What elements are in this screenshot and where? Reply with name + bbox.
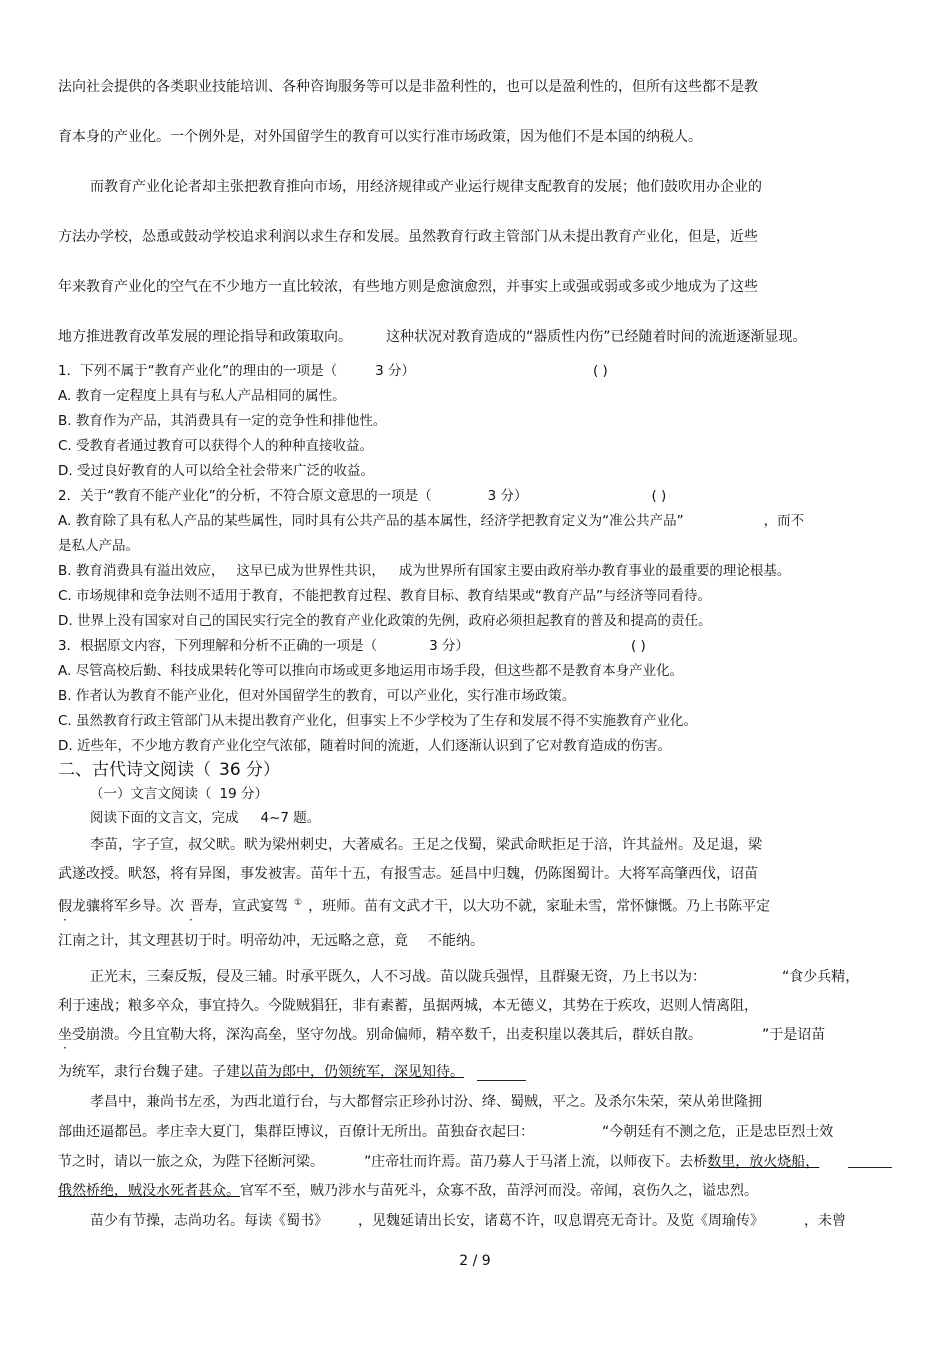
subheading-score: 19 分） [219, 786, 268, 802]
instruction-text: 阅读下面的文言文，完成 [90, 810, 239, 826]
question-2-stem [58, 487, 910, 505]
option-a-cont: 是私人产品。 [58, 538, 139, 554]
question-3-stem [58, 637, 910, 655]
text-segment: 节之时，请以一旅之众，为陛下径断河梁。 [58, 1154, 324, 1170]
option-c: C. 受教育者通过教育可以获得个人的种种直接收益。 [58, 438, 374, 454]
question-1-stem [58, 362, 910, 380]
text-segment: 江南之计，其文理甚切于时。明帝幼冲，无远略之意，竟 [58, 933, 408, 949]
question-score: 3 分） [375, 363, 415, 379]
text-line: 武遂改授。畎怒，将有异图，事发被害。苗年十五，有报雪志。延昌中归魏，仍陈图蜀计。大将军高肇西伐，诏苗 [58, 866, 758, 882]
option-c: C. 虽然教育行政主管部门从未提出教育产业化，但事实上不少学校为了生存和发展不得不实施教育产业化。 [58, 713, 698, 729]
option-text: 这早已成为世界性共识， [236, 563, 385, 579]
question-text: 3．根据原文内容，下列理解和分析不正确的一项是（ [58, 638, 378, 654]
subheading-text: （一）文言文阅读（ [90, 786, 212, 802]
text-segment: ，班师。苗有文武才干，以大功不就，家耻未雪，常怀慷慨。乃上书陈平定 [308, 898, 771, 915]
text-segment: “食少兵精， [782, 969, 860, 985]
option-d: D. 世界上没有国家对自己的国民实行完全的教育产业化政策的先例，政府必须担起教育的普及和提高的责任。 [58, 613, 712, 629]
text-segment: 晋寿，宣武宴驾 [190, 898, 288, 915]
heading-score: 36 分） [219, 760, 281, 780]
footnote-marker: ① [294, 898, 303, 908]
text-line [58, 1063, 910, 1081]
question-text: 2．关于“教育不能产业化”的分析，不符合原文意思的一项是（ [58, 488, 432, 504]
text-line: 育本身的产业化。一个例外是，对外国留学生的教育可以实行准市场政策，因为他们不是本国的纳税人。 [58, 129, 702, 145]
text-segment: 官军不至，贼乃涉水与苗死斗，众寡不敌，苗浮河而没。帝闻，哀伤久之，谥忠烈。 [240, 1183, 758, 1199]
option-a: A. 教育一定程度上具有与私人产品相同的属性。 [58, 388, 346, 404]
section-heading [58, 760, 910, 780]
text-line: 利于速战；粮多卒众，事宜持久。今陇贼猖狂，非有素蓄，虽据两城，本无德义，其势在于疾攻，迟则人情离阻， [58, 998, 758, 1014]
emphasis-char: 假 [58, 898, 72, 915]
text-line [58, 1182, 910, 1200]
answer-paren: ( ) [630, 638, 646, 654]
text-line [58, 932, 910, 950]
text-line [58, 328, 910, 346]
heading-text: 二、古代诗文阅读（ [58, 760, 211, 780]
text-segment: 龙骧将军乡导。次 [72, 898, 184, 915]
text-line: 李苗，字子宣，叔父畎。畎为梁州刺史，大著威名。王足之伐蜀，梁武命畎拒足于涪，许其益州。及足退，梁 [90, 837, 762, 853]
subsection-heading [90, 785, 910, 803]
text-segment: 正光末，三秦反叛，侵及三辅。时承平既久，人不习战。苗以陇兵强悍，且群聚无资，乃上书以为： [90, 969, 706, 985]
option-text: B. 教育消费具有溢出效应， [58, 563, 225, 579]
option-a [58, 512, 910, 530]
text-segment: ，未曾 [804, 1213, 846, 1229]
text-line [58, 1123, 910, 1141]
text-line [58, 1153, 910, 1171]
text-segment: 部曲还逼都邑。孝庄幸大夏门，集群臣博议，百僚计无所出。苗独奋衣起曰： [58, 1124, 534, 1140]
text-line: 法向社会提供的各类职业技能培训、各种咨询服务等可以是非盈利性的，也可以是盈利性的，但所有这些都不是教 [58, 79, 758, 95]
text-line [90, 968, 910, 986]
text-segment: “今朝廷有不测之危，正是忠臣烈士效 [602, 1124, 834, 1140]
text-segment: 不能纳。 [428, 933, 484, 949]
page-number: 2 / 9 [459, 1253, 491, 1269]
underline-rule [477, 1080, 526, 1081]
text-segment: 地方推进教育改革发展的理论指导和政策取向。 [58, 329, 352, 345]
underlined-sentence: 数里，放火烧船， [707, 1154, 820, 1170]
instruction-text: 4~7 题。 [260, 810, 321, 826]
underlined-sentence: 俄然桥绝，贼没水死者甚众。 [58, 1183, 240, 1199]
text-line: 年来教育产业化的空气在不少地方一直比较浓，有些地方则是愈演愈烈，并事实上或强或弱或多或少地成为了这些 [58, 279, 758, 295]
option-b: B. 教育作为产品，其消费具有一定的竞争性和排他性。 [58, 413, 387, 429]
text-segment: 为统军，隶行台魏子建。子建 [58, 1064, 240, 1080]
option-text: 成为世界所有国家主要由政府举办教育事业的最重要的理论根基。 [398, 563, 791, 579]
text-line [58, 894, 910, 916]
text-segment: 受崩溃。今且宜勒大将，深沟高垒，坚守勿战。别命偏师，精卒数千，出麦积崖以袭其后，群妖自散。 [72, 1027, 702, 1043]
text-line: 孝昌中，兼尚书左丞，为西北道行台，与大都督宗正珍孙讨汾、绛、蜀贼，平之。及杀尔朱荣，荣从弟世隆拥 [90, 1094, 762, 1110]
question-score: 3 分） [429, 638, 469, 654]
text-line: 而教育产业化论者却主张把教育推向市场，用经济规律或产业运行规律支配教育的发展；他们鼓吹用办企业的 [90, 179, 762, 195]
text-line: 方法办学校，怂恿或鼓动学校追求利润以求生存和发展。虽然教育行政主管部门从未提出教育产业化，但是，近些 [58, 229, 758, 245]
option-b [58, 562, 910, 580]
question-text: 1．下列不属于“教育产业化”的理由的一项是（ [58, 363, 338, 379]
text-segment: ”庄帝壮而许焉。苗乃募人于马渚上流，以师夜下。去桥 [364, 1154, 708, 1170]
answer-paren: ( ) [592, 363, 608, 379]
emphasis-char: 坐 [58, 1027, 72, 1043]
option-d: D. 受过良好教育的人可以给全社会带来广泛的收益。 [58, 463, 374, 479]
question-score: 3 分） [487, 488, 528, 504]
text-line [90, 1212, 910, 1230]
option-d: D. 近些年，不少地方教育产业化空气浓郁，随着时间的流逝，人们逐渐认识到了它对教育造成的伤害。 [58, 738, 671, 754]
option-c: C. 市场规律和竞争法则不适用于教育，不能把教育过程、教育目标、教育结果或“教育产品”与经济等同看待。 [58, 588, 711, 604]
text-line [58, 1026, 910, 1044]
text-segment: ”于是诏苗 [762, 1027, 826, 1043]
text-segment: 苗少有节操，志尚功名。每读《蜀书》 [90, 1213, 328, 1229]
option-a: A. 尽管高校后勤、科技成果转化等可以推向市场或更多地运用市场手段，但这些都不是教育本身产业化。 [58, 663, 684, 679]
option-text: ，而不 [763, 513, 805, 529]
underline-rule [848, 1167, 892, 1168]
answer-paren: ( ) [651, 488, 667, 504]
text-segment: ，见魏延请出长安，诸葛不许，叹息谓亮无奇计。及览《周瑜传》 [358, 1213, 764, 1229]
underlined-sentence: 以苗为郎中，仍领统军，深见知待。 [240, 1064, 464, 1080]
text-segment: 这种状况对教育造成的“器质性内伤”已经随着时间的流逝逐渐显现。 [386, 329, 807, 345]
option-b: B. 作者认为教育不能产业化，但对外国留学生的教育，可以产业化，实行准市场政策。 [58, 688, 576, 704]
option-text: A. 教育除了具有私人产品的某些属性，同时具有公共产品的基本属性，经济学把教育定义为“准公共产品” [58, 513, 684, 529]
reading-instruction [90, 809, 910, 827]
